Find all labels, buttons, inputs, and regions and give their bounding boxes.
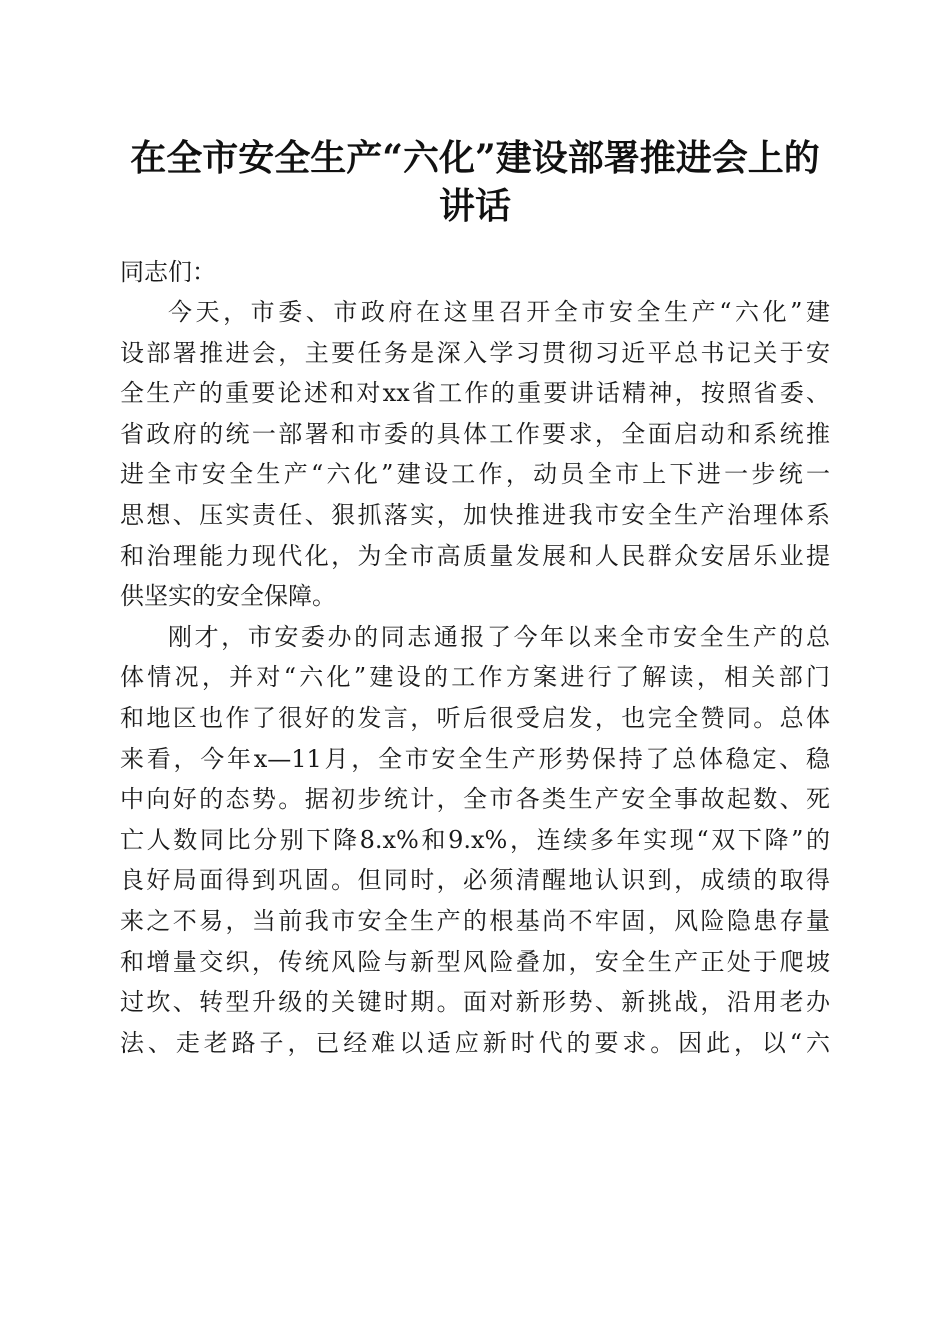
paragraph-2	[120, 617, 830, 1064]
document-body	[120, 252, 830, 1063]
paragraph-line: 体情况，并对“六化”建设的工作方案进行了解读，相关部门	[120, 663, 830, 692]
paragraph-line: 过坎、转型升级的关键时期。面对新形势、新挑战，沿用老办	[120, 988, 830, 1017]
paragraph-line: 和增量交织，传统风险与新型风险叠加，安全生产正处于爬坡	[120, 947, 830, 976]
paragraph-line: 进全市安全生产“六化”建设工作，动员全市上下进一步统一	[120, 460, 830, 489]
salutation: 同志们：	[120, 258, 216, 286]
paragraph-line: 全生产的重要论述和对xx省工作的重要讲话精神，按照省委、	[120, 379, 830, 408]
paragraph-line: 来看，今年x—11月，全市安全生产形势保持了总体稳定、稳	[120, 744, 830, 773]
paragraph-line: 和治理能力现代化，为全市高质量发展和人民群众安居乐业提	[120, 541, 830, 570]
paragraph-line: 亡人数同比分别下降8.x%和9.x%，连续多年实现“双下降”的	[120, 825, 830, 854]
paragraph-line: 和地区也作了很好的发言，听后很受启发，也完全赞同。总体	[120, 703, 830, 732]
paragraph-line: 供坚实的安全保障。	[120, 582, 336, 611]
paragraph-line: 来之不易，当前我市安全生产的根基尚不牢固，风险隐患存量	[120, 906, 830, 935]
title-line: 在全市安全生产“六化”建设部署推进会上的	[130, 137, 820, 179]
document-title	[110, 134, 840, 230]
paragraph-line: 中向好的态势。据初步统计，全市各类生产安全事故起数、死	[120, 785, 830, 814]
paragraph-line: 今天，市委、市政府在这里召开全市安全生产“六化”建	[168, 298, 830, 326]
paragraph-line: 法、走老路子，已经难以适应新时代的要求。因此，以“六	[120, 1028, 830, 1057]
paragraph-line: 省政府的统一部署和市委的具体工作要求，全面启动和系统推	[120, 419, 830, 448]
paragraph-line: 思想、压实责任、狠抓落实，加快推进我市安全生产治理体系	[120, 500, 830, 529]
paragraph-1	[120, 292, 830, 617]
paragraph-line: 良好局面得到巩固。但同时，必须清醒地认识到，成绩的取得	[120, 866, 830, 895]
paragraph-line: 设部署推进会，主要任务是深入学习贯彻习近平总书记关于安	[120, 338, 830, 367]
title-line: 讲话	[438, 185, 511, 227]
paragraph-line: 刚才，市安委办的同志通报了今年以来全市安全生产的总	[168, 622, 830, 651]
